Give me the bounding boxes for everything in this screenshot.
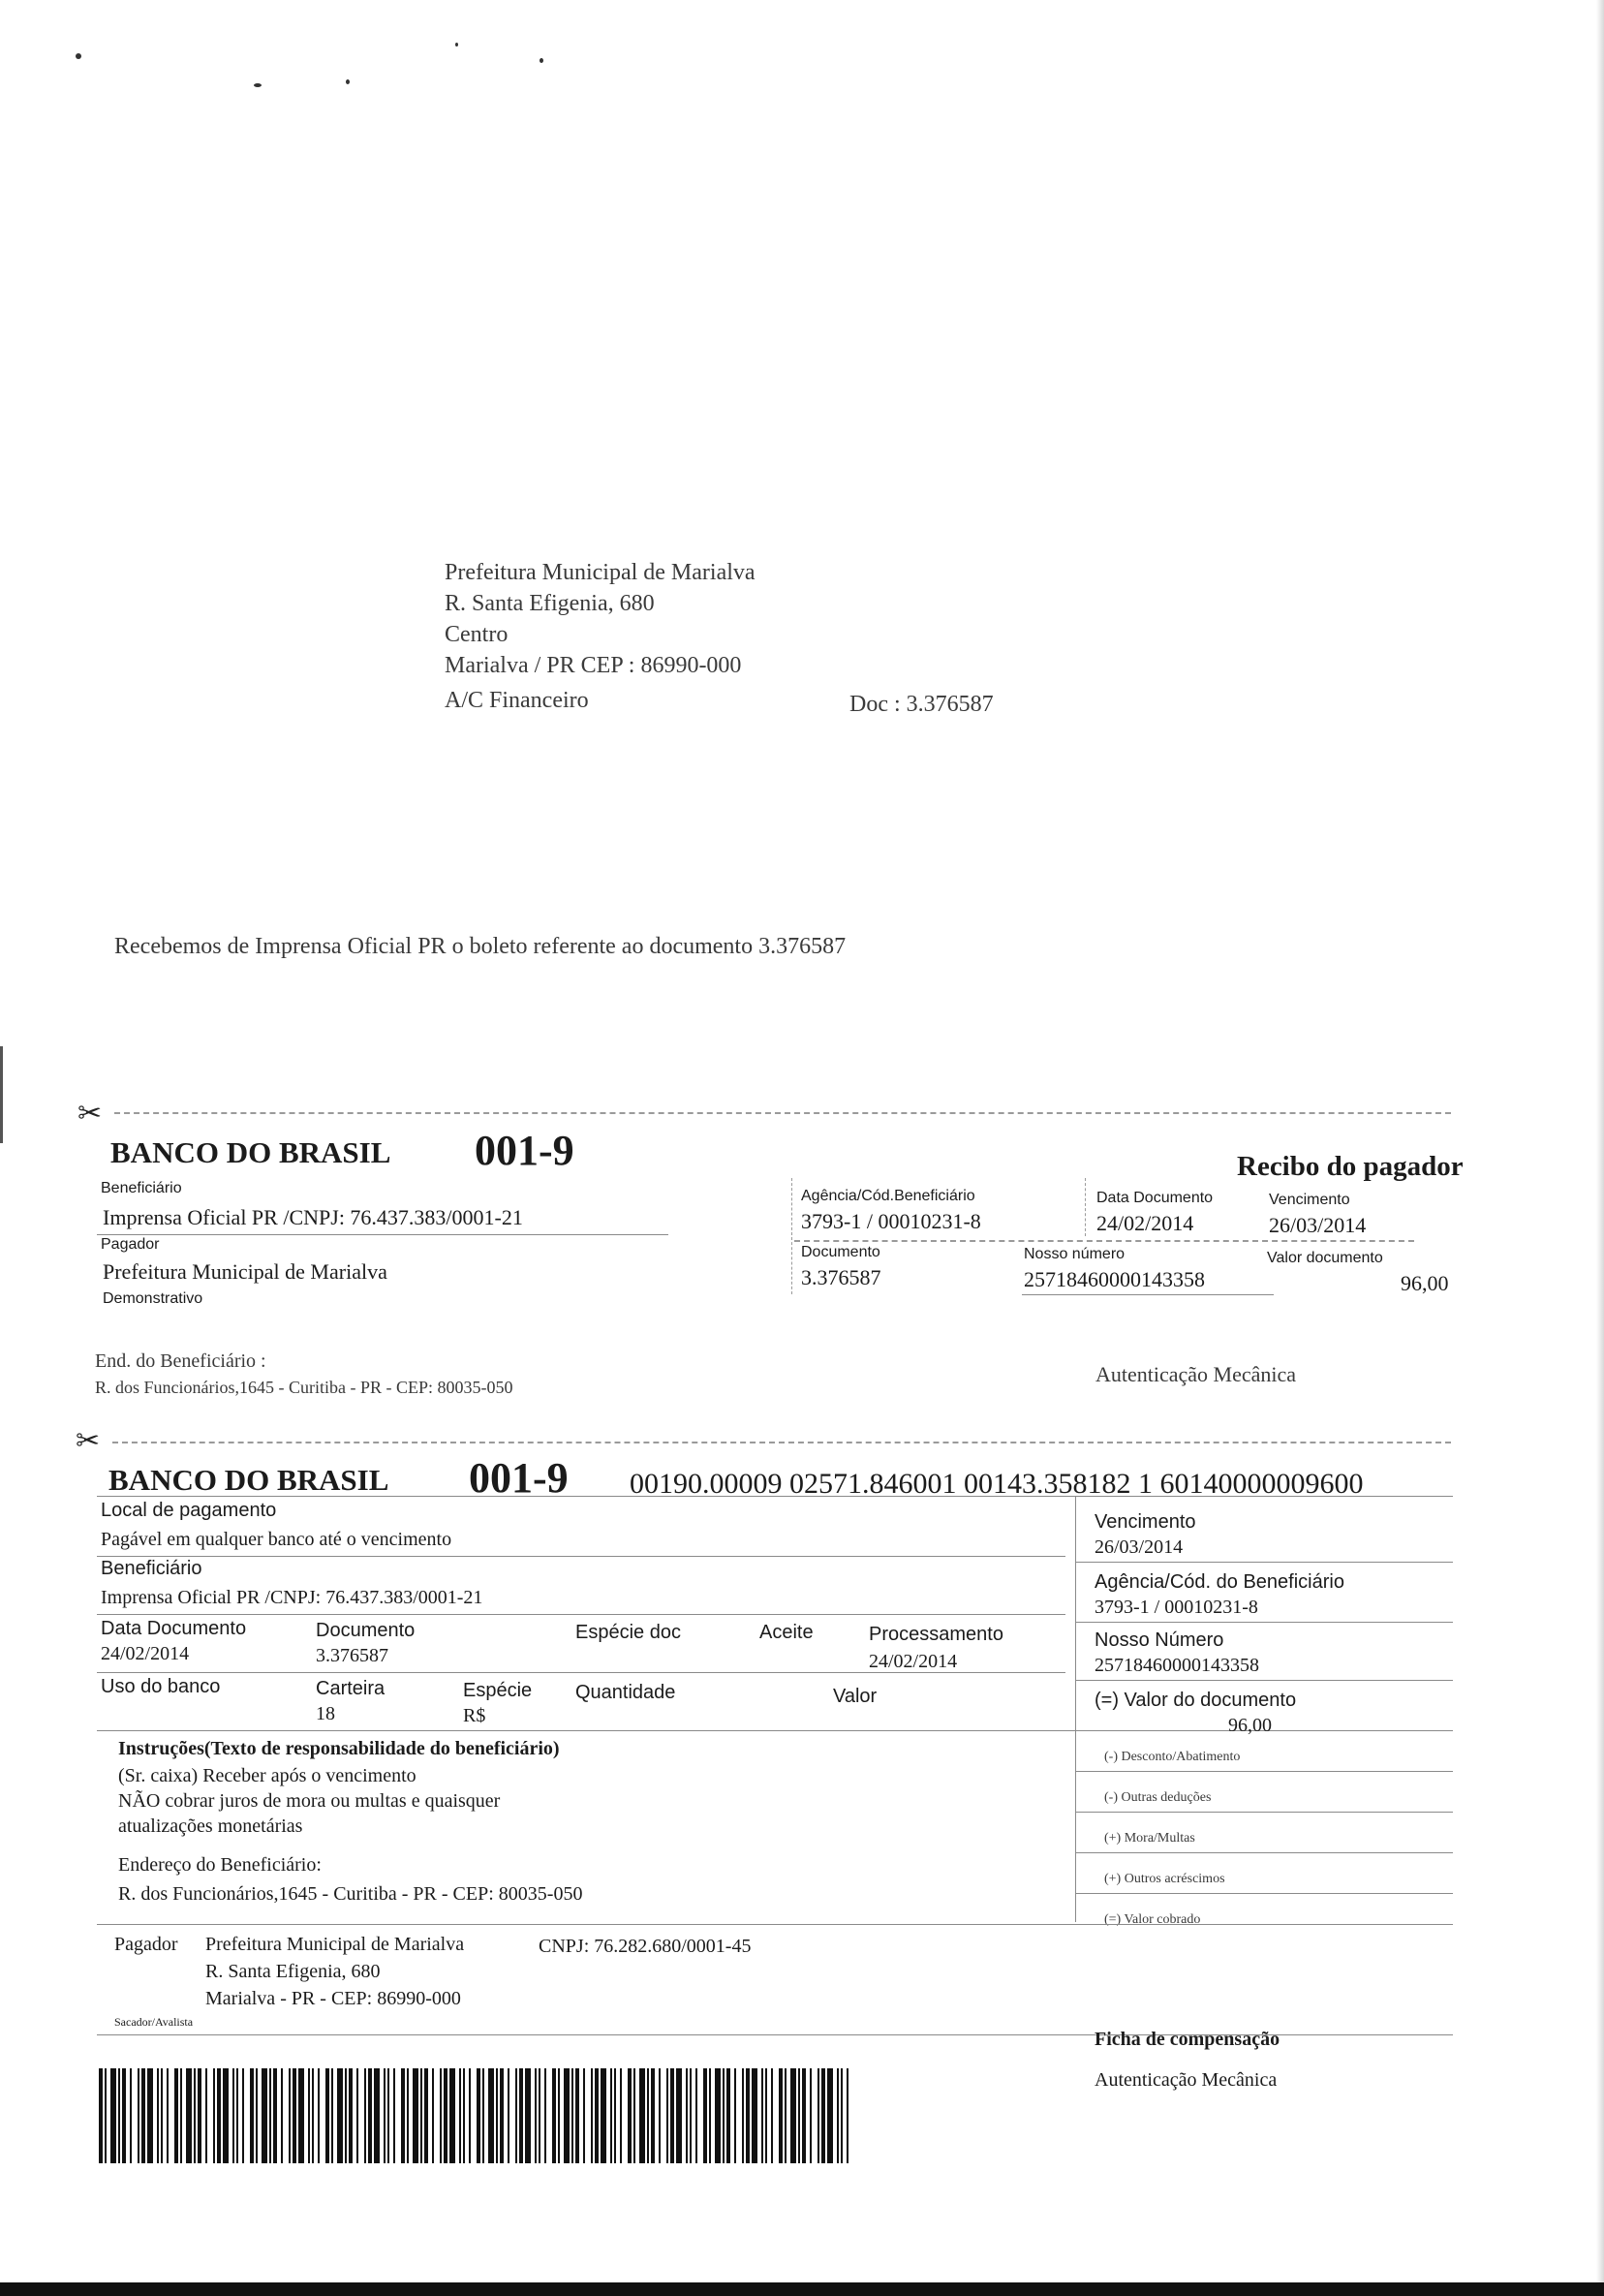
barcode-bar [752,2068,757,2163]
scan-speck [254,83,262,87]
barcode-bar [256,2068,258,2163]
barcode-bar [544,2068,546,2163]
nosso-numero-label: Nosso número [1024,1246,1126,1262]
scan-speck [455,43,458,47]
barcode-bar [198,2068,201,2163]
divider [1075,1852,1453,1853]
barcode-bar [620,2068,622,2163]
uso-banco-label: Uso do banco [101,1676,221,1697]
divider [97,1496,1453,1497]
barcode-bar [356,2068,358,2163]
barcode-bar [742,2068,744,2163]
receipt-title: Recibo do pagador [1237,1151,1464,1182]
barcode-bar [424,2068,428,2163]
scissors-icon: ✂ [77,1097,103,1131]
barcode-bar [734,2068,736,2163]
barcode-bar [810,2068,812,2163]
barcode-bar [558,2068,560,2163]
pagador-value: Prefeitura Municipal de Marialva [103,1259,387,1284]
carteira-value: 18 [316,1703,335,1724]
data-doc-label: Data Documento [1096,1190,1214,1206]
cut-line [112,1442,1451,1443]
barcode-bar [703,2068,707,2163]
vencimento-label: Vencimento [1269,1192,1350,1208]
outras-deducoes-label: (-) Outras deduções [1104,1790,1212,1805]
barcode-bar [821,2068,825,2163]
divider [1075,1680,1453,1681]
end-beneficiario-value: R. dos Funcionários,1645 - Curitiba - PR - CEP: 80035-050 [95,1378,513,1397]
barcode-bar [269,2068,271,2163]
barcode-bar [167,2068,169,2163]
barcode-bar [223,2068,229,2163]
pagador-label: Pagador [101,1236,160,1253]
barcode-bar [790,2068,796,2163]
bank-name: BANCO DO BRASIL [110,1135,391,1169]
barcode-bar [535,2068,537,2163]
quantidade-label: Quantidade [575,1682,676,1703]
valor-doc-value: 96,00 [1401,1271,1449,1295]
local-pagamento-label: Local de pagamento [101,1500,277,1521]
agencia-label: Agência/Cód.Beneficiário [801,1188,975,1204]
barcode-bar [779,2068,783,2163]
especie-label: Espécie [463,1680,533,1701]
slip-data-doc-label: Data Documento [101,1618,247,1639]
barcode-bar [141,2068,145,2163]
slip-pagador-city: Marialva - PR - CEP: 86990-000 [205,1988,461,2009]
barcode-bar [384,2068,386,2163]
barcode-bar [401,2068,405,2163]
divider [97,1672,1065,1673]
barcode-bar [488,2068,494,2163]
barcode-bar [105,2068,107,2163]
barcode-bar [651,2068,655,2163]
slip-vencimento-value: 26/03/2014 [1095,1536,1184,1558]
end-beneficiario-label: End. do Beneficiário : [95,1350,266,1372]
valor-cobrado-label: (=) Valor cobrado [1104,1912,1201,1927]
barcode-bar [666,2068,668,2163]
barcode-bar [174,2068,178,2163]
barcode-bar [817,2068,819,2163]
divider [1085,1178,1086,1236]
divider [1075,1893,1453,1894]
barcode-bar [180,2068,182,2163]
barcode-bar [138,2068,139,2163]
barcode-bar [387,2068,389,2163]
divider [1075,1771,1453,1772]
slip-agencia-label: Agência/Cód. do Beneficiário [1095,1571,1344,1593]
barcode-bar [349,2068,353,2163]
barcode-bar [217,2068,221,2163]
sender-city-cep: Marialva / PR CEP : 86990-000 [445,653,742,678]
barcode-bar [847,2068,848,2163]
barcode-bar [709,2068,711,2163]
barcode-bar [345,2068,347,2163]
divider [1075,1496,1076,1922]
slip-vencimento-label: Vencimento [1095,1511,1196,1533]
cut-line [114,1112,1451,1114]
barcode-bar [293,2068,296,2163]
sender-name: Prefeitura Municipal de Marialva [445,560,756,585]
barcode-bar [157,2068,159,2163]
carteira-label: Carteira [316,1678,386,1699]
ficha-title: Ficha de compensação [1095,2029,1280,2050]
slip-valor-doc-label: (=) Valor do documento [1095,1690,1297,1711]
scan-edge [1596,0,1604,2296]
barcode-bar [289,2068,291,2163]
scan-speck [346,79,350,84]
barcode-bar [827,2068,833,2163]
barcode-bar [308,2068,310,2163]
barcode-bar [765,2068,767,2163]
barcode-bar [583,2068,585,2163]
barcode-bar [122,2068,126,2163]
bank-code: 001-9 [475,1127,574,1174]
barcode-bar [232,2068,234,2163]
barcode-bar [368,2068,372,2163]
divider [97,1556,1065,1557]
barcode-bar [337,2068,343,2163]
barcode-bar [715,2068,721,2163]
barcode-bar [469,2068,471,2163]
barcode-bar [186,2068,192,2163]
barcode-bar [194,2068,196,2163]
sender-district: Centro [445,622,509,647]
barcode-bar [746,2068,750,2163]
scan-edge-mark [0,1046,3,1143]
barcode-bar [726,2068,730,2163]
slip-autenticacao: Autenticação Mecânica [1095,2069,1278,2091]
barcode-bar [273,2068,277,2163]
barcode-bar [802,2068,806,2163]
barcode [99,2068,854,2163]
barcode-bar [686,2068,688,2163]
scan-speck [540,58,543,63]
barcode-bar [595,2068,599,2163]
barcode-bar [761,2068,763,2163]
barcode-bar [318,2068,320,2163]
slip-beneficiario-label: Beneficiário [101,1558,202,1579]
barcode-bar [614,2068,616,2163]
slip-documento-label: Documento [316,1620,416,1641]
divider [791,1178,792,1294]
barcode-bar [99,2068,103,2163]
divider [794,1240,1414,1242]
barcode-bar [723,2068,725,2163]
barcode-bar [110,2068,116,2163]
barcode-bar [575,2068,579,2163]
documento-value: 3.376587 [801,1265,881,1289]
scan-bottom-edge [0,2282,1604,2296]
especie-value: R$ [463,1705,486,1726]
divider [97,1614,1065,1615]
barcode-bar [161,2068,163,2163]
vencimento-value: 26/03/2014 [1269,1213,1367,1237]
barcode-bar [281,2068,283,2163]
processamento-value: 24/02/2014 [869,1651,958,1672]
local-pagamento-value: Pagável em qualquer banco até o vencimento [101,1529,452,1550]
barcode-bar [463,2068,465,2163]
divider [1022,1294,1274,1295]
barcode-bar [262,2068,267,2163]
nosso-numero-value: 25718460000143358 [1024,1267,1205,1291]
outros-acrescimos-label: (+) Outros acréscimos [1104,1872,1225,1886]
barcode-bar [213,2068,215,2163]
divider [97,1234,668,1235]
slip-nosso-numero-value: 25718460000143358 [1095,1655,1259,1676]
barcode-bar [785,2068,787,2163]
barcode-bar [477,2068,480,2163]
slip-beneficiario-value: Imprensa Oficial PR /CNPJ: 76.437.383/0001-21 [101,1587,483,1608]
scan-speck [76,53,81,59]
barcode-bar [242,2068,244,2163]
barcode-bar [591,2068,593,2163]
barcode-bar [508,2068,509,2163]
barcode-bar [564,2068,570,2163]
slip-documento-value: 3.376587 [316,1645,388,1666]
barcode-bar [444,2068,447,2163]
barcode-bar [298,2068,304,2163]
received-statement: Recebemos de Imprensa Oficial PR o boleto referente ao documento 3.376587 [114,934,847,959]
barcode-bar [695,2068,697,2163]
barcode-bar [798,2068,800,2163]
barcode-bar [482,2068,484,2163]
slip-nosso-numero-label: Nosso Número [1095,1629,1224,1651]
documento-label: Documento [801,1244,880,1260]
instrucao-line: atualizações monetárias [118,1815,303,1837]
barcode-bar [670,2068,674,2163]
slip-pagador-cnpj: CNPJ: 76.282.680/0001-45 [539,1936,752,1957]
slip-agencia-value: 3793-1 / 00010231-8 [1095,1597,1258,1618]
sender-street: R. Santa Efigenia, 680 [445,591,655,616]
barcode-bar [628,2068,632,2163]
beneficiario-label: Beneficiário [101,1180,182,1196]
barcode-bar [312,2068,314,2163]
barcode-bar [639,2068,645,2163]
barcode-bar [364,2068,366,2163]
attention-line: A/C Financeiro [445,688,589,713]
barcode-bar [552,2068,556,2163]
barcode-bar [519,2068,523,2163]
barcode-bar [525,2068,531,2163]
barcode-bar [147,2068,153,2163]
aceite-label: Aceite [759,1622,814,1643]
valor-doc-label: Valor documento [1267,1250,1383,1266]
slip-pagador-street: R. Santa Efigenia, 680 [205,1961,381,1982]
barcode-bar [515,2068,517,2163]
barcode-bar [539,2068,540,2163]
especie-doc-label: Espécie doc [575,1622,681,1643]
barcode-bar [676,2068,682,2163]
barcode-bar [374,2068,380,2163]
sacador-label: Sacador/Avalista [114,2015,194,2029]
barcode-bar [236,2068,238,2163]
barcode-bar [325,2068,329,2163]
barcode-bar [500,2068,504,2163]
slip-pagador-label: Pagador [114,1934,178,1955]
barcode-bar [647,2068,649,2163]
barcode-bar [496,2068,498,2163]
barcode-bar [205,2068,207,2163]
barcode-bar [331,2068,333,2163]
barcode-bar [571,2068,573,2163]
barcode-bar [610,2068,612,2163]
slip-valor-doc-value: 96,00 [1228,1715,1272,1736]
endereco-value: R. dos Funcionários,1645 - Curitiba - PR - CEP: 80035-050 [118,1883,583,1905]
beneficiario-value: Imprensa Oficial PR /CNPJ: 76.437.383/0001-21 [103,1205,523,1229]
slip-bank-name: BANCO DO BRASIL [108,1463,389,1497]
barcode-bar [601,2068,606,2163]
data-doc-value: 24/02/2014 [1096,1211,1194,1235]
barcode-bar [440,2068,442,2163]
barcode-bar [837,2068,839,2163]
instrucao-line: (Sr. caixa) Receber após o vencimento [118,1765,416,1786]
divider [1075,1812,1453,1813]
barcode-bar [420,2068,422,2163]
barcode-bar [449,2068,455,2163]
endereco-label: Endereço do Beneficiário: [118,1854,322,1876]
divider [97,1924,1453,1925]
mora-label: (+) Mora/Multas [1104,1831,1195,1846]
agencia-value: 3793-1 / 00010231-8 [801,1209,981,1233]
barcode-bar [841,2068,843,2163]
divider [1075,1622,1453,1623]
barcode-bar [633,2068,635,2163]
barcode-bar [771,2068,773,2163]
desconto-label: (-) Desconto/Abatimento [1104,1750,1241,1764]
divider [1075,1562,1453,1563]
barcode-bar [413,2068,418,2163]
barcode-bar [659,2068,661,2163]
barcode-bar [407,2068,409,2163]
barcode-bar [690,2068,692,2163]
linha-digitavel: 00190.00009 02571.846001 00143.358182 1 60140000009600 [630,1468,1364,1500]
demonstrativo-label: Demonstrativo [103,1290,203,1307]
doc-number: Doc : 3.376587 [849,692,994,717]
barcode-bar [459,2068,461,2163]
valor-label: Valor [833,1686,878,1707]
instrucoes-title: Instruções(Texto de responsabilidade do beneficiário) [118,1738,560,1759]
barcode-bar [118,2068,120,2163]
slip-bank-code: 001-9 [469,1454,569,1502]
barcode-bar [130,2068,132,2163]
instrucao-line: NÃO cobrar juros de mora ou multas e quaisquer [118,1790,501,1812]
scissors-icon: ✂ [76,1424,101,1458]
slip-pagador-name: Prefeitura Municipal de Marialva [205,1934,465,1955]
processamento-label: Processamento [869,1624,1003,1645]
barcode-bar [393,2068,395,2163]
slip-data-doc-value: 24/02/2014 [101,1643,190,1664]
receipt-autenticacao: Autenticação Mecânica [1095,1362,1297,1386]
barcode-bar [432,2068,434,2163]
barcode-bar [250,2068,254,2163]
